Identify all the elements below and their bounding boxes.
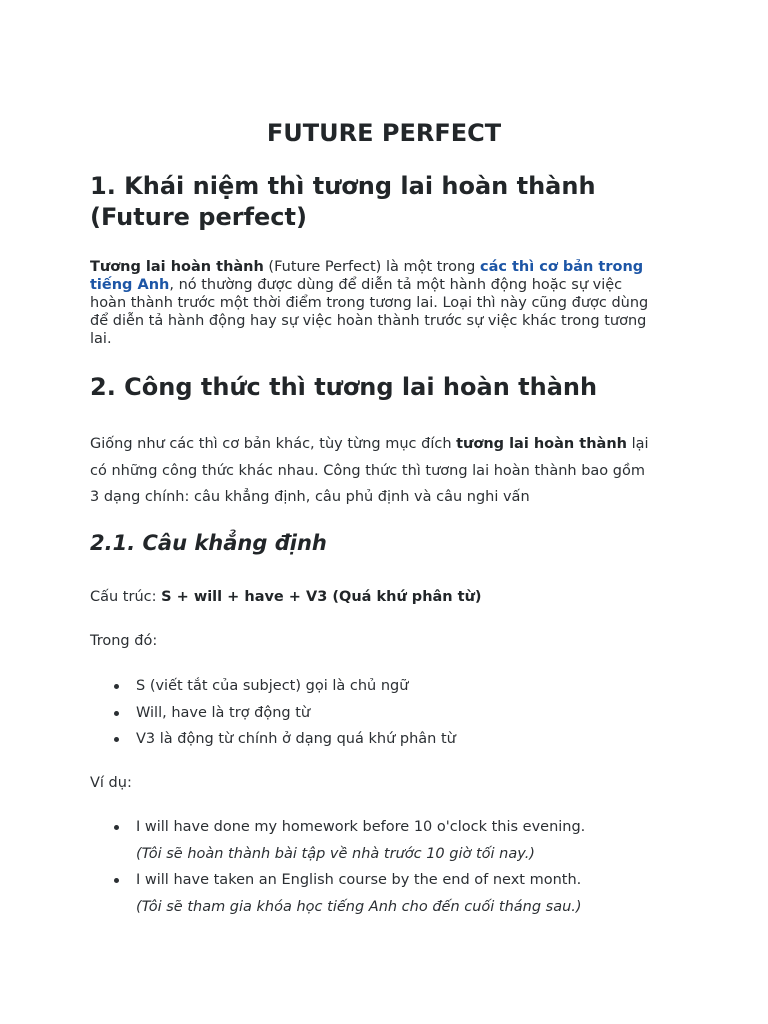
intro-bold-term: Tương lai hoàn thành	[90, 259, 264, 275]
list-item	[90, 700, 456, 727]
section-2-bold-term: tương lai hoàn thành	[456, 436, 627, 452]
example-translation: (Tôi sẽ tham gia khóa học tiếng Anh cho đến cuối tháng sau.)	[136, 898, 582, 915]
intro-line-4: để diễn tả hành động hay sự việc hoàn thành trước sự việc khác trong tương	[90, 313, 647, 329]
document-title: FUTURE PERFECT	[266, 119, 502, 147]
bullet-dot-icon	[114, 737, 119, 742]
bullet-dot-icon	[114, 878, 119, 883]
section-1-heading-line-2: (Future perfect)	[90, 203, 307, 231]
example-label: Ví dụ:	[90, 775, 132, 791]
bullet-dot-icon	[114, 825, 119, 830]
structure-formula: S + will + have + V3 (Quá khứ phân từ)	[161, 589, 482, 605]
section-2-text-1: Giống như các thì cơ bản khác, tùy từng mục đích	[90, 436, 457, 452]
where-item-text: S (viết tắt của subject) gọi là chủ ngữ	[136, 678, 409, 694]
section-1-heading-line-1: 1. Khái niệm thì tương lai hoàn thành	[90, 172, 596, 200]
bullet-dot-icon	[114, 684, 119, 689]
section-2-heading: 2. Công thức thì tương lai hoàn thành	[90, 373, 598, 401]
list-item	[90, 814, 585, 867]
section-2-paragraph	[90, 431, 680, 511]
example-english: I will have taken an English course by the end of next month.	[136, 872, 582, 888]
intro-text-1: (Future Perfect) là một trong	[263, 259, 480, 275]
where-item-text: V3 là động từ chính ở dạng quá khứ phân từ	[136, 731, 456, 747]
section-2-line-3: 3 dạng chính: câu khẳng định, câu phủ định và câu nghi vấn	[90, 489, 530, 505]
section-2-1-heading: 2.1. Câu khẳng định	[90, 531, 327, 555]
example-translation: (Tôi sẽ hoàn thành bài tập về nhà trước 10 giờ tối nay.)	[136, 845, 535, 862]
intro-text-2: , nó thường được dùng để diễn tả một hành động hoặc sự việc	[169, 277, 623, 293]
section-1-paragraph	[90, 258, 680, 348]
list-item	[90, 867, 585, 920]
list-item	[90, 673, 456, 700]
structure-line	[90, 584, 680, 611]
structure-label: Cấu trúc:	[90, 589, 162, 605]
example-list	[90, 814, 585, 920]
list-item	[90, 726, 456, 753]
where-list	[90, 673, 456, 753]
intro-line-5: lai.	[90, 331, 112, 347]
where-label: Trong đó:	[90, 633, 158, 649]
bullet-dot-icon	[114, 711, 119, 716]
intro-line-3: hoàn thành trước một thời điểm trong tương lai. Loại thì này cũng được dùng	[90, 295, 649, 311]
section-2-text-2: lại	[627, 436, 649, 452]
section-1-heading	[90, 171, 596, 233]
example-english: I will have done my homework before 10 o'clock this evening.	[136, 819, 586, 835]
section-2-line-2: có những công thức khác nhau. Công thức thì tương lai hoàn thành bao gồm	[90, 462, 645, 479]
basic-tenses-link-part-2[interactable]: tiếng Anh	[90, 277, 170, 293]
where-item-text: Will, have là trợ động từ	[136, 704, 311, 721]
basic-tenses-link-part-1[interactable]: các thì cơ bản trong	[479, 259, 644, 275]
